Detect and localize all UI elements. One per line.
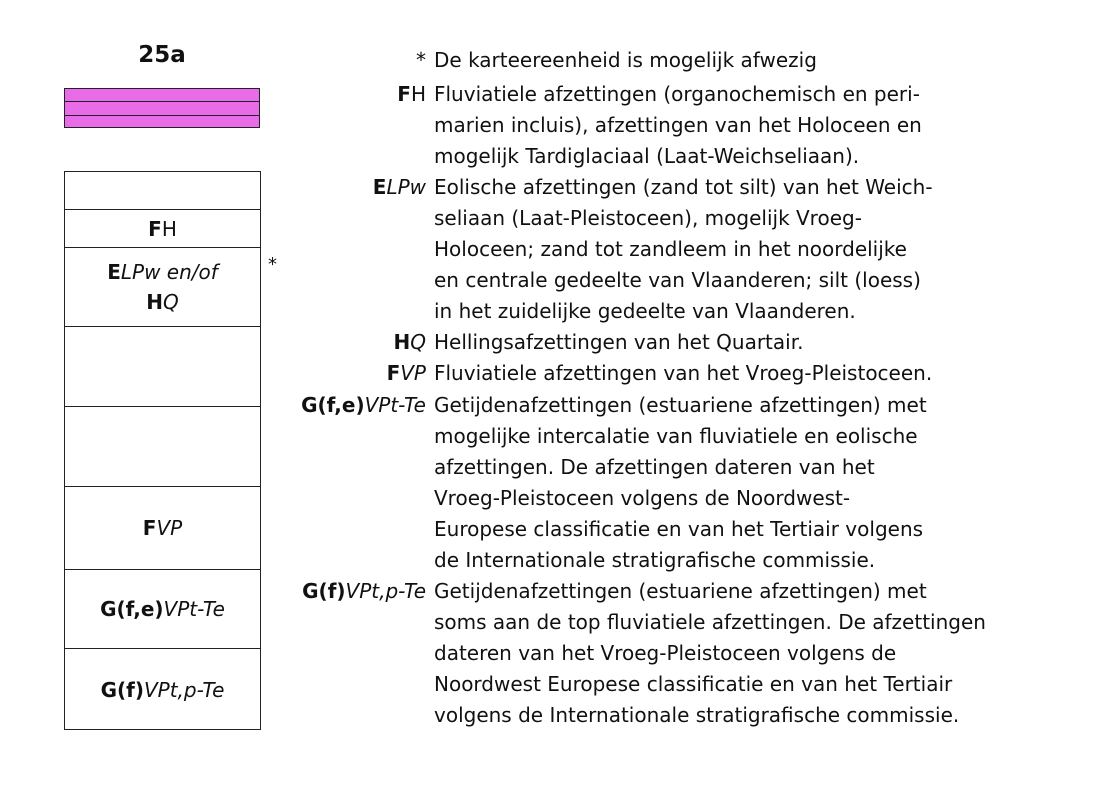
unit-code-bold: F — [148, 216, 162, 241]
column-unit-ELPw-HQ — [65, 248, 260, 327]
legend-description-line: Noordwest Europese classificatie en van het Tertiair — [434, 672, 953, 696]
legend-description-line: Getijdenafzettingen (estuariene afzettingen) met — [434, 393, 927, 417]
legend-entry — [280, 172, 1088, 327]
unit-code-regular: H — [161, 216, 177, 241]
unit-label-line — [101, 675, 225, 705]
legend-entry — [280, 358, 1088, 389]
legend-code-bold: E — [372, 175, 387, 199]
unit-code-bold: G(f) — [100, 678, 144, 702]
legend-description-line: seliaan (Laat-Pleistoceen), mogelijk Vroeg- — [434, 206, 862, 230]
legend-code-bold: F — [386, 361, 401, 385]
legend-description-line: Eolische afzettingen (zand tot silt) van het Weich- — [434, 175, 933, 199]
legend-description-line: in het zuidelijke gedeelte van Vlaanderen. — [434, 299, 856, 323]
unit-label-line — [148, 214, 177, 244]
legend-entry — [280, 327, 1088, 358]
absent-marker: * — [268, 254, 277, 275]
unit-code-italic: VP — [156, 516, 183, 540]
legend-description-line: de Internationale stratigrafische commissie. — [434, 548, 876, 572]
legend-description — [434, 172, 1088, 327]
legend-code — [280, 327, 434, 358]
legend-code-italic: Q — [410, 330, 426, 354]
legend-description-line: Vroeg-Pleistoceen volgens de Noordwest- — [434, 486, 851, 510]
column-unit-blank2 — [65, 327, 260, 407]
legend-code — [280, 45, 434, 76]
band-stripe — [64, 115, 260, 128]
unit-code-bold: G(f,e) — [100, 597, 164, 621]
legend-description-line: mogelijk Tardiglaciaal (Laat-Weichseliaan). — [434, 144, 860, 168]
legend-description-line: Hellingsafzettingen van het Quartair. — [434, 330, 804, 354]
column-unit-FVP — [65, 487, 260, 570]
legend-code-bold: G(f,e) — [301, 393, 365, 417]
legend-code — [280, 358, 434, 389]
legend-code — [280, 172, 434, 327]
unit-code-italic: Q — [163, 290, 179, 314]
unit-code-bold: H — [146, 290, 163, 314]
legend-description-line: Europese classificatie en van het Tertiair volgens — [434, 517, 924, 541]
legend-code-italic: LPw — [386, 175, 426, 199]
unit-label-line — [100, 594, 225, 624]
unit-label-line — [107, 257, 218, 287]
legend-description-line: soms aan de top fluviatiele afzettingen. De afzettingen — [434, 610, 986, 634]
legend-description-line: mogelijke intercalatie van fluviatiele en eolische — [434, 424, 918, 448]
stratigraphic-column — [64, 171, 261, 730]
column-unit-Gf — [65, 649, 260, 731]
legend-description-line: Getijdenafzettingen (estuariene afzettingen) met — [434, 579, 927, 603]
unit-label-line — [143, 513, 182, 543]
legend-entry — [280, 79, 1088, 172]
legend-code-regular: * — [416, 48, 426, 72]
legend-code — [280, 390, 434, 576]
legend-description-line: dateren van het Vroeg-Pleistoceen volgens de — [434, 641, 897, 665]
unit-code-italic: VPt,p-Te — [143, 678, 225, 702]
legend-code-bold: H — [393, 330, 411, 354]
legend-code-italic: VPt-Te — [364, 393, 426, 417]
column-unit-FH — [65, 210, 260, 248]
unit-label-line — [146, 287, 179, 317]
legend-description-line: en centrale gedeelte van Vlaanderen; silt (loess) — [434, 268, 921, 292]
column-unit-blank3 — [65, 407, 260, 487]
legend-entry — [280, 576, 1088, 731]
diagram-title: 25a — [138, 42, 186, 68]
legend-code — [280, 576, 434, 731]
legend-description — [434, 79, 1088, 172]
legend-description — [434, 358, 1088, 389]
legend-code-bold: G(f) — [302, 579, 346, 603]
legend-description — [434, 576, 1088, 731]
band-stripe — [64, 88, 260, 102]
legend-description-line: De karteereenheid is mogelijk afwezig — [434, 48, 817, 72]
column-unit-blank1 — [65, 172, 260, 210]
legend-description-line: Fluviatiele afzettingen (organochemisch en peri- — [434, 82, 920, 106]
legend-code-italic: VPt,p-Te — [345, 579, 426, 603]
legend-description-line: Fluviatiele afzettingen van het Vroeg-Pleistoceen. — [434, 361, 933, 385]
legend-description — [434, 45, 1088, 76]
legend-description-line: Holoceen; zand tot zandleem in het noordelijke — [434, 237, 907, 261]
legend-description — [434, 327, 1088, 358]
legend-description — [434, 390, 1088, 576]
legend-code — [280, 79, 434, 172]
legend-description-line: volgens de Internationale stratigrafische commissie. — [434, 703, 960, 727]
legend-code-bold: F — [397, 82, 411, 106]
legend-code-regular: H — [410, 82, 426, 106]
unit-code-italic: VPt-Te — [163, 597, 225, 621]
legend-description-line: marien incluis), afzettingen van het Holoceen en — [434, 113, 922, 137]
column-unit-Gfe — [65, 570, 260, 649]
unit-code-bold: E — [107, 260, 121, 284]
legend-entry — [280, 390, 1088, 576]
unit-code-italic: LPw en/of — [120, 260, 218, 284]
unit-code-bold: F — [142, 516, 157, 540]
band-stripe — [64, 101, 260, 116]
legend-description-line: afzettingen. De afzettingen dateren van het — [434, 455, 875, 479]
legend-code-italic: VP — [400, 361, 426, 385]
legend-entry — [280, 45, 1088, 76]
